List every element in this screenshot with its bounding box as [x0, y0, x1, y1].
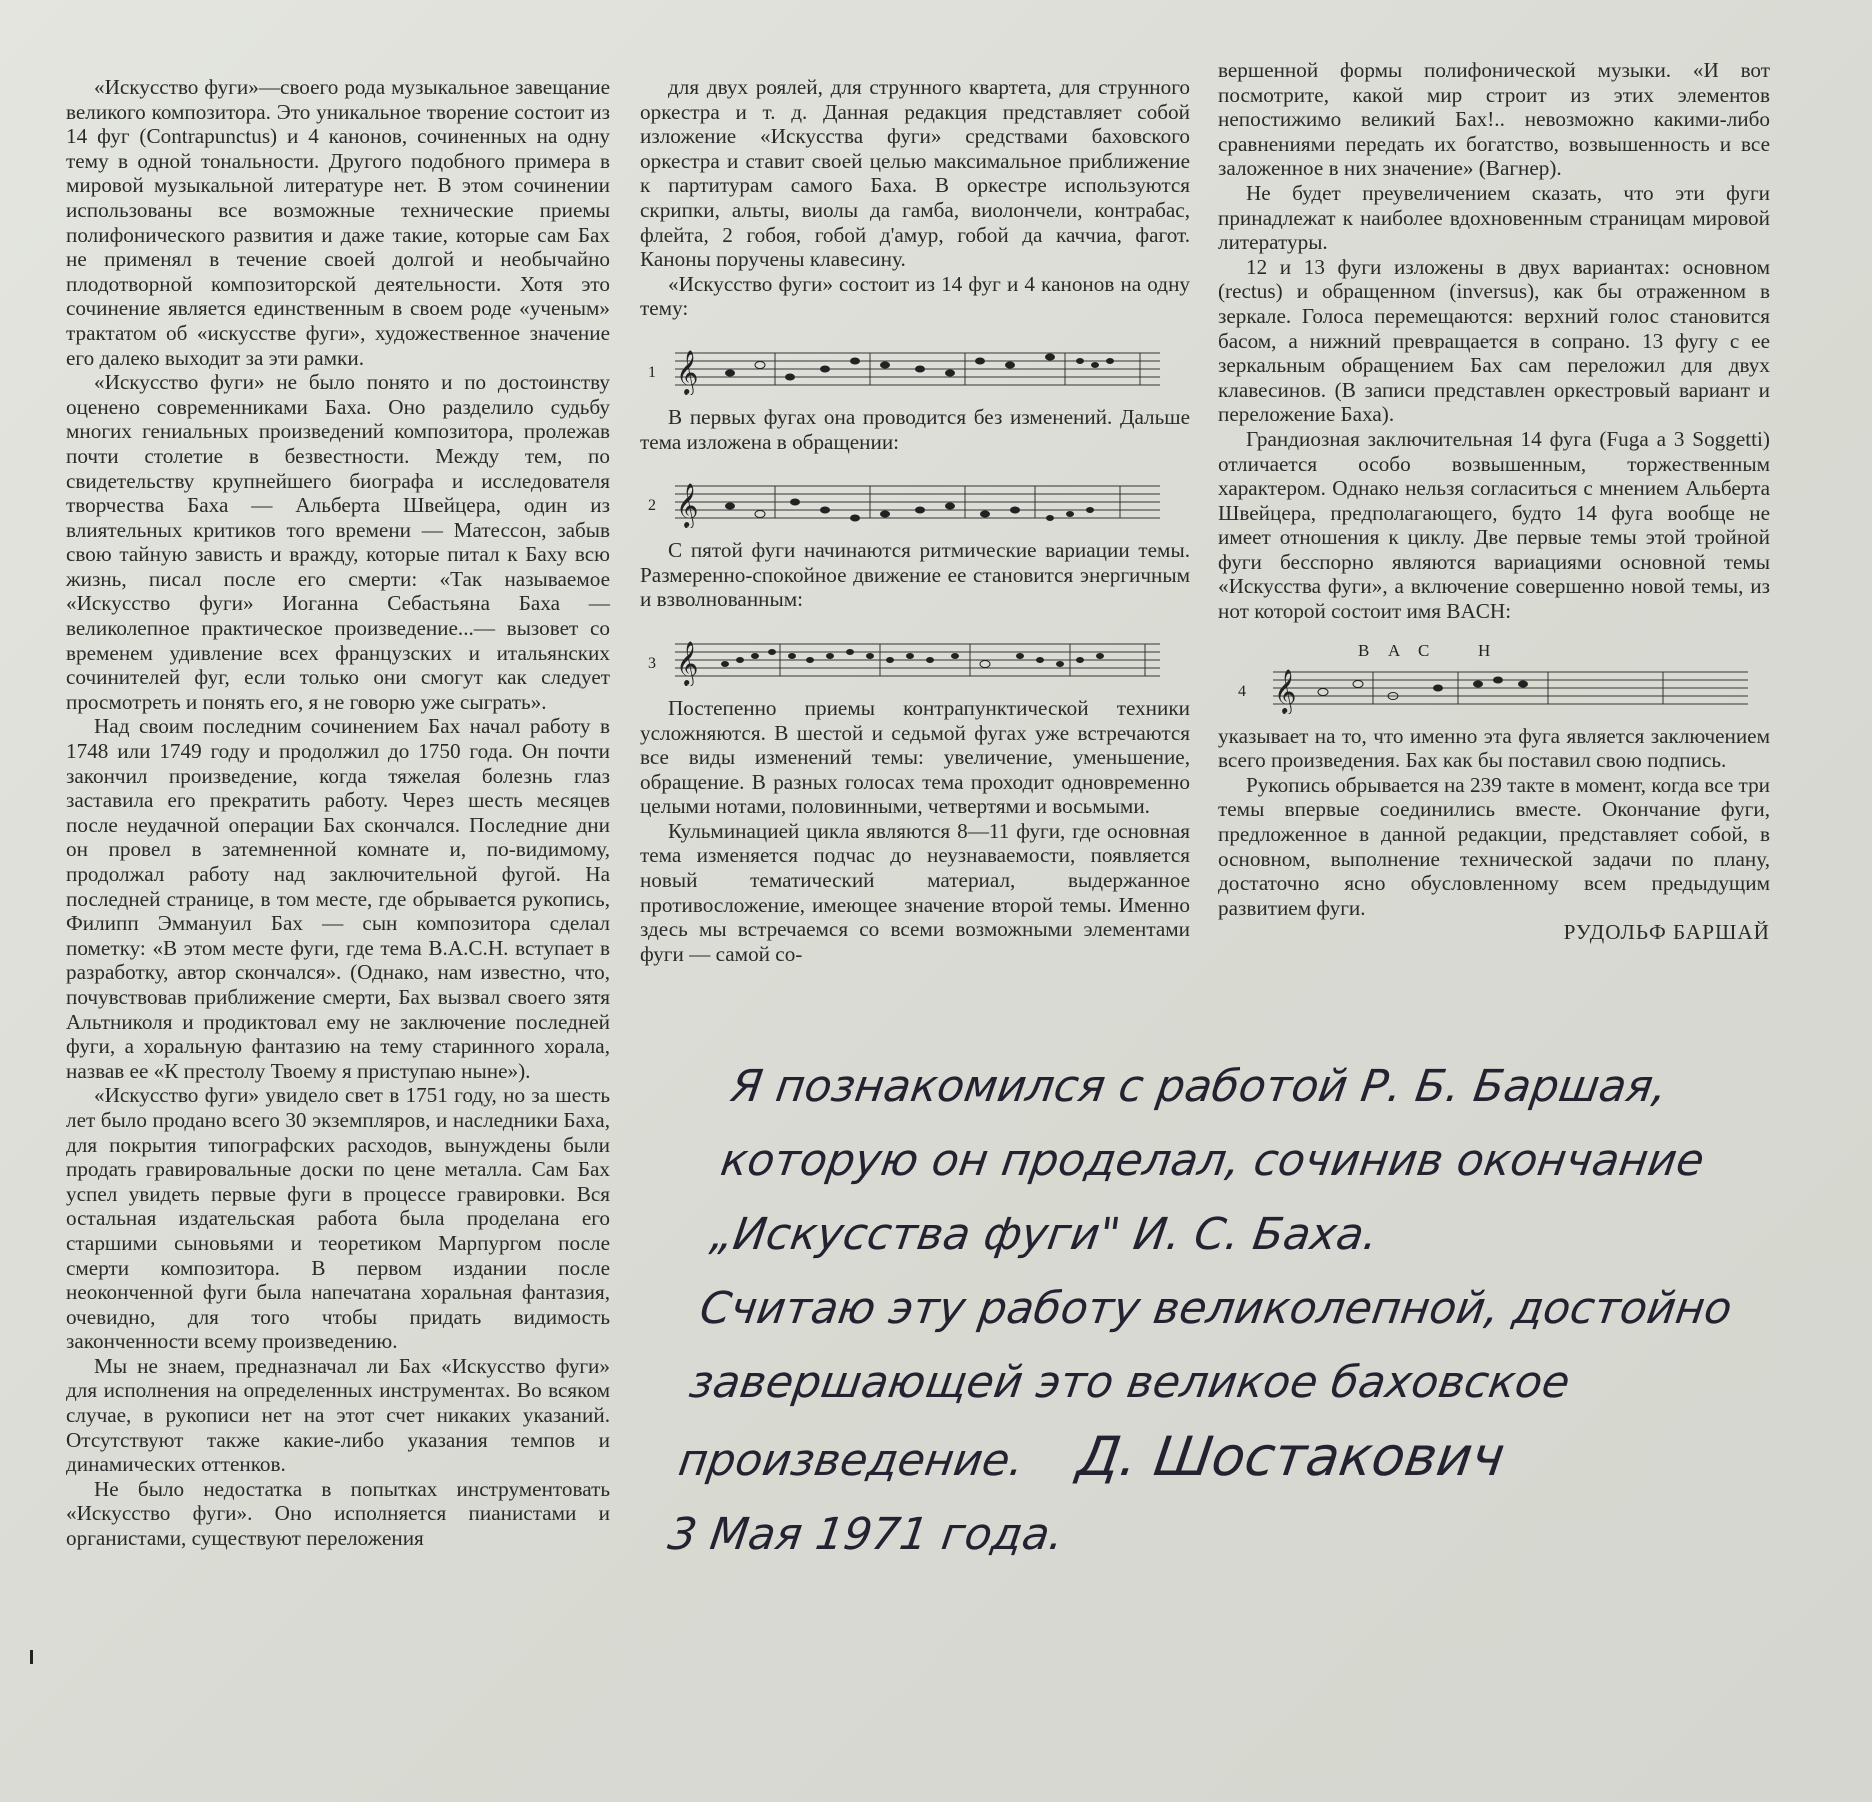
handwritten-date: 3 Мая 1971 года.: [665, 1509, 1067, 1560]
paragraph: Грандиозная заключительная 14 фуга (Fuga a 3 Soggetti) отличается особо возвышенным, торжественным характером. Однако нельзя согласиться с мнением Альберта Швейцера, предполагающего, будто 14 фуга вообще не имеет отношения к циклу. Две первые темы этой тройной фуги бесспорно являются вариациями основной темы «Искусства фуги», а включение совершенно новой темы, из нот которой состоит имя BACH:: [1218, 426, 1770, 624]
paragraph: В первых фугах она проводится без изменений. Дальше тема изложена в обращении:: [640, 404, 1190, 454]
text-column-1: [66, 75, 610, 1551]
example-number: 1: [648, 363, 656, 381]
paragraph: Постепенно приемы контрапунктической техники усложняются. В шестой и седьмой фугах уже встречаются все виды изменений темы: увеличение, уменьшение, обращение. В разных голосах тема проходит одновременно целыми нотами, половинными, четвертями и восьмыми.: [640, 695, 1190, 819]
paragraph: Не будет преувеличением сказать, что эти фуги принадлежат к наиболее вдохновенным страницам мировой литературы.: [1218, 180, 1770, 255]
bach-letter: C: [1418, 640, 1430, 660]
bach-letter: A: [1388, 640, 1401, 660]
notes-icon: [725, 353, 1114, 380]
treble-clef-icon: 𝄞: [1274, 668, 1297, 713]
music-example-1: [640, 335, 1180, 395]
example-number: 3: [648, 654, 656, 672]
music-example-3: [640, 626, 1180, 686]
paragraph: «Искусство фуги» состоит из 14 фуг и 4 канонов на одну тему:: [640, 271, 1190, 321]
paragraph: «Искусство фуги» увидело свет в 1751 году, но за шесть лет было продано всего 30 экземпляров, и наследники Баха, для покрытия типографских расходов, вынуждены были продать гравировальные доски по цене металла. Сам Бах успел увидеть первые фуги в процессе гравировки. Вся остальная издательская работа была проделана его старшими сыновьями и теоретиком Марпургом после смерти композитора. В первом издании после неоконченной фуги была напечатана хоральная фантазия, очевидно, для того чтобы придать видимость законченности всему произведению.: [66, 1083, 610, 1354]
paragraph: С пятой фуги начинаются ритмические вариации темы. Размеренно-спокойное движение ее становится энергичным и взволнованным:: [640, 538, 1190, 612]
paragraph: Мы не знаем, предназначал ли Бах «Искусство фуги» для исполнения на определенных инструментах. Во всяком случае, в рукописи нет на этот счет никаких указаний. Отсутствуют также какие-либо указания темпов и динамических оттенков.: [66, 1353, 610, 1477]
handwritten-line: Я познакомился с работой Р. Б. Баршая,: [727, 1061, 1671, 1112]
author-name: РУДОЛЬФ БАРШАЙ: [1563, 920, 1770, 945]
handwritten-line: завершающей это великое баховское: [686, 1357, 1573, 1408]
text-column-3: [1218, 58, 1770, 945]
handwritten-line: Считаю эту работу великолепной, достойно: [696, 1283, 1736, 1334]
paragraph: «Искусство фуги»—своего рода музыкальное завещание великого композитора. Это уникальное творение состоит из 14 фуг (Contrapunctus) и 4 канонов, сочиненных на одну тему в одной тональности. Другого подобного примера в мировой музыкальной литературе нет. В этом сочинении использованы все возможные технические приемы полифонического развития и даже такие, которые сам Бах не применял в течение своей долгой и необычайно плодотворной композиторской деятельности. Хотя это сочинение является единственным в своем роде «ученым» трактатом об «искусстве фуги», художественное значение его далеко выходит за эти рамки.: [66, 75, 610, 370]
example-number: 2: [648, 497, 656, 515]
handwritten-line: которую он проделал, сочинив окончание: [717, 1135, 1708, 1186]
paragraph: вершенной формы полифонической музыки. «И вот посмотрите, какой мир строит из этих элементов непостижимо великий Бах!.. невозможно какими-либо сравнениями передать их богатство, возвышенность и все заложенное в них значение» (Вагнер).: [1218, 58, 1770, 181]
music-example-2: [640, 468, 1180, 528]
bach-letter: H: [1478, 640, 1491, 660]
paragraph: «Искусство фуги» не было понято и по достоинству оценено современниками Баха. Оно разделило судьбу многих гениальных произведений композитора, пролежав почти столетие в безвестности. Между тем, по свидетельству крупнейшего биографа и исследователя творчества Баха — Альберта Швейцера, один из влиятельных критиков того времени — Матессон, забыв свою тайную зависть и вражду, которые питал к Баху всю жизнь, писал после его смерти: «Так называемое «Искусство фуги» Иоганна Себастьяна Баха — великолепное практическое произведение...— вызовет со временем удивление всех французских и итальянских сочинителей фуг, если только они смогут как следует просмотреть и понять его, я не говорю уже сыграть».: [66, 370, 610, 714]
text-column-2: [640, 75, 1190, 966]
page-mark: [30, 1650, 33, 1664]
paragraph: 12 и 13 фуги изложены в двух вариантах: основном (rectus) и обращенном (inversus), как бы отраженном в зеркале. Голоса перемещаются: верхний голос становится басом, а нижний превращается в сопрано. 13 фугу с ее зеркальным обращением Бах сам переложил для двух клавесинов. (В записи представлен оркестровый вариант и переложение Баха).: [1218, 254, 1770, 427]
treble-clef-icon: 𝄞: [676, 483, 699, 528]
handwritten-line: произведение.: [675, 1435, 1028, 1486]
paragraph: указывает на то, что именно эта фуга является заключением всего произведения. Бах как бы поставил свою подпись.: [1218, 723, 1770, 773]
example-number: 4: [1238, 682, 1246, 700]
treble-clef-icon: 𝄞: [676, 349, 699, 394]
treble-clef-icon: 𝄞: [676, 640, 699, 685]
paragraph: Кульминацией цикла являются 8—11 фуги, где основная тема изменяется подчас до неузнаваемости, появляется новый тематический материал, выдержанное противосложение, имеющее значение второй темы. Именно здесь мы встречаемся со всеми возможными элементами фуги — самой со-: [640, 818, 1190, 966]
handwritten-line: „Искусства фуги" И. С. Баха.: [707, 1209, 1382, 1260]
paragraph: Не было недостатка в попытках инструментовать «Искусство фуги». Оно исполняется пианистами и органистами, существуют переложения: [66, 1476, 610, 1551]
signature: Д. Шостакович: [1073, 1425, 1509, 1488]
paragraph: для двух роялей, для струнного квартета, для струнного оркестра и т. д. Данная редакция представляет собой изложение «Искусства фуги» средствами баховского оркестра и ставит своей целью максимальное приближение к партитурам самого Баха. В оркестре используются скрипки, альты, виолы да гамба, виолончели, контрабас, флейта, 2 гобоя, гобой д'амур, гобой да каччиа, фагот. Каноны поручены клавесину.: [640, 75, 1190, 272]
handwritten-line-with-signature: [674, 1420, 1805, 1498]
paragraph: Рукопись обрывается на 239 такте в момент, когда все три темы впервые соединились вместе. Окончание фуги, предложенное в данной редакции, представляет собой, в основном, выполнение технической задачи по плану, достаточно ясно обусловленному всем предыдущим развитием фуги.: [1218, 772, 1770, 920]
paragraph: Над своим последним сочинением Бах начал работу в 1748 или 1749 году и продолжил до 1750 года. Он почти закончил произведение, когда тяжелая болезнь глаз заставила его прекратить работу. Через шесть месяцев после неудачной операции Бах скончался. Последние дни он провел в затемненной комнате и, по-видимому, продолжал работу над заключительной фугой. На последней странице, в том месте, где обрывается рукопись, Филипп Эммануил Бах — сын композитора сделал пометку: «В этом месте фуги, где тема B.A.C.H. вступает в разработку, автор скончался». (Однако, нам известно, что, почувствовав приближение смерти, Бах вызвал своего зятя Альтниколя и продиктовал ему не заключение последней фуги, а хоральную фантазию на тему старинного хорала, назвав ее «К престолу Твоему я приступаю ныне»).: [66, 714, 610, 1083]
music-example-bach: [1218, 638, 1758, 714]
bach-letter: B: [1358, 640, 1370, 660]
handwritten-note: [663, 1050, 1856, 1572]
